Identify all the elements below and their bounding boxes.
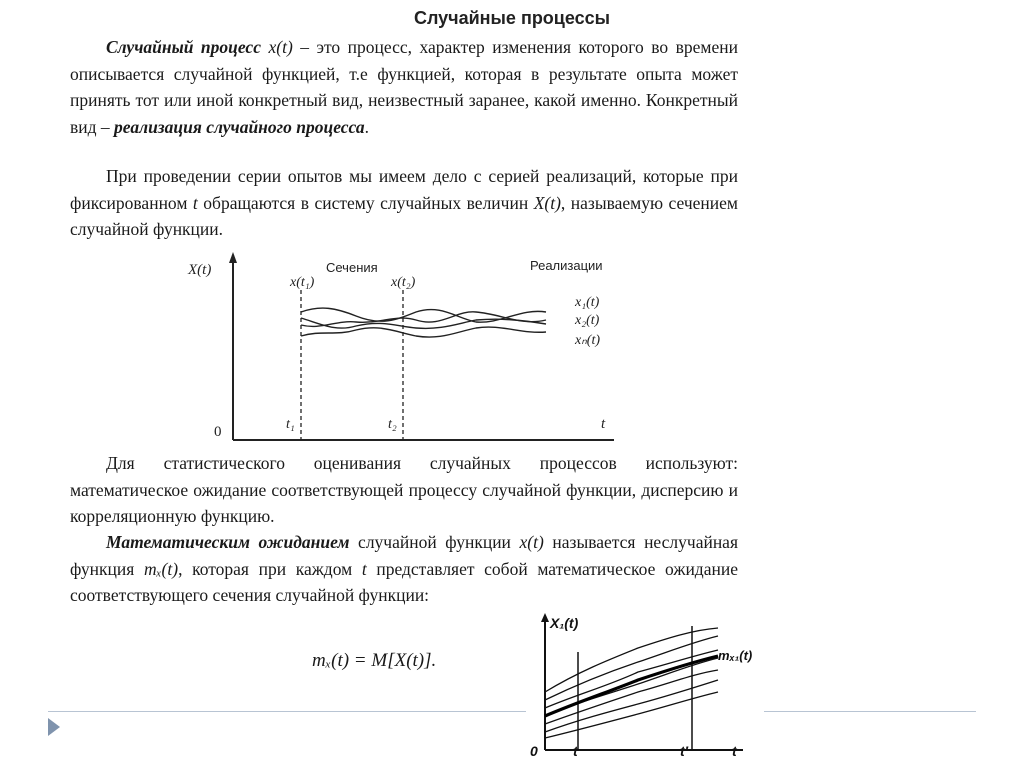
fig1-realizations-label: Реализации	[530, 258, 603, 273]
series-text-a: При проведении серии опытов мы имеем дело с серией реализаций, которые при фиксированном	[70, 166, 738, 213]
paragraph-random-process-definition	[70, 34, 738, 140]
series-text-b: обращаются в систему случайных величин	[197, 192, 534, 213]
fig1-y-label: X(t)	[188, 262, 212, 278]
symbol-x-t-2: x(t)	[519, 532, 544, 552]
series-text-c: , называемую сечением случайной функции.	[70, 192, 738, 239]
estimation-text: Для статистического оценивания случайных процессов используют: математическое ожидание соответствующей процессу случайной функции, дисперсию и корреляционную функцию.	[70, 453, 738, 526]
fig2-tick-t: t	[573, 743, 578, 759]
fig2-mean-label: mₓ₁(t)	[718, 648, 753, 663]
term-random-process: Случайный процесс	[106, 37, 261, 57]
expectation-text-a: случайной функции	[349, 532, 520, 552]
fig1-tick2-label: t₂	[388, 417, 397, 432]
fig2-x-label: t	[732, 743, 737, 759]
fig1-curve-label-1: x₁(t)	[575, 295, 600, 310]
symbol-x-t: x(t)	[268, 37, 293, 57]
expectation-text-b: называется неслучайная функция	[70, 532, 739, 579]
paragraph-statistical-estimation	[70, 450, 738, 530]
realization-curve-2	[301, 312, 546, 327]
term-realization: реализация случайного процесса	[114, 116, 365, 137]
fig2-tick-t-prime: t′	[680, 743, 689, 759]
fig1-section2-label: x(t₂)	[391, 275, 416, 290]
footer-divider-right	[764, 711, 976, 712]
figure-realizations	[186, 250, 626, 450]
fig2-y-label: X₁(t)	[550, 615, 579, 631]
fig1-x-label: t	[601, 416, 606, 432]
fig1-section1-label: x(t₁)	[290, 275, 315, 290]
term-expectation: Математическим ожиданием	[106, 532, 350, 552]
expectation-text-d: представляет собой математическое ожидание соответствующего сечения случайной функции:	[70, 558, 738, 605]
fig1-y-arrow	[229, 252, 237, 263]
fig1-curve-label-2: x₂(t)	[575, 313, 600, 328]
symbol-t: t	[192, 192, 198, 213]
definition-text: – это процесс, характер изменения которого во времени описывается случайной функцией, т.е функцией, которая в результате опыта может принять тот или иной конкретный вид, неизвестный заранее, какой именно. Конкретный вид –	[70, 37, 739, 137]
footer-divider-left	[48, 711, 526, 712]
triangle-bullet-icon	[48, 718, 60, 736]
paragraph-expectation-definition	[70, 529, 738, 609]
fig1-curve-label-3: xₙ(t)	[575, 333, 601, 348]
paragraph-series-of-experiments	[70, 163, 738, 243]
fig2-origin-label: 0	[530, 743, 538, 759]
figure-mean-function	[528, 612, 778, 762]
fig1-origin-label: 0	[214, 424, 222, 440]
period: .	[364, 116, 369, 137]
symbol-m-x-t: mₓ(t)	[143, 558, 179, 579]
formula-expectation: mₓ(t) = M[X(t)].	[312, 650, 437, 671]
expectation-text-c: , которая при каждом	[178, 558, 362, 579]
symbol-t-2: t	[361, 558, 367, 579]
slide-title: Случайные процессы	[413, 8, 611, 28]
fig1-sections-label: Сечения	[326, 260, 378, 275]
fig1-tick1-label: t₁	[286, 417, 295, 432]
symbol-X-t: X(t)	[533, 192, 561, 213]
